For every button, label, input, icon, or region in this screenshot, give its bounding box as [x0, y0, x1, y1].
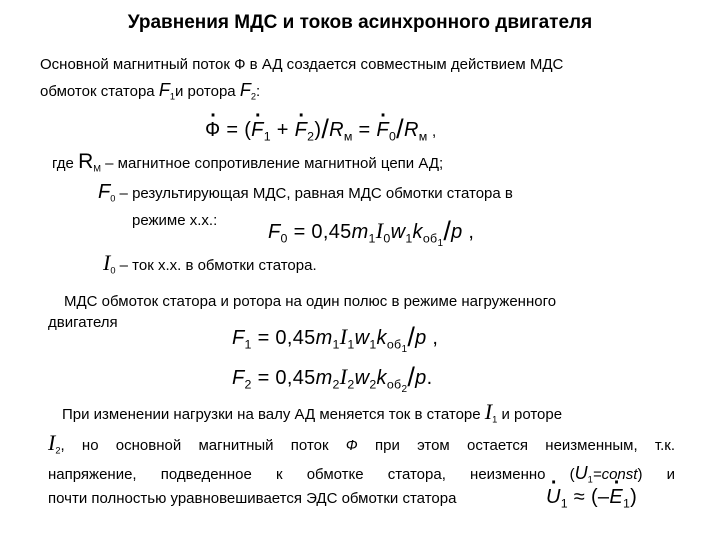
- formula-close: ): [314, 119, 322, 141]
- f1-subscript: 1: [169, 91, 175, 102]
- where-rm-text: – магнитное сопротивление магнитной цепи АД;: [100, 155, 444, 172]
- final-text-2b: при этом остается неизменным, т.к.: [357, 437, 675, 454]
- f3-p: p: [415, 327, 427, 349]
- f4-k: k: [376, 367, 387, 389]
- f3-lhs-sub: 1: [244, 337, 252, 352]
- f2-slash: /: [443, 216, 452, 246]
- f3-end: ,: [426, 327, 439, 349]
- i0-subscript: 0: [110, 265, 116, 276]
- f5-u: · U: [546, 486, 561, 509]
- f5-approx: ≈ (–: [567, 486, 610, 508]
- formula-f2-loaded: [232, 360, 432, 395]
- formula-f1: · F: [251, 119, 264, 142]
- f2-end: ,: [462, 221, 475, 243]
- formula-f0-noload: [268, 214, 474, 249]
- f2-w-sub: 1: [405, 231, 413, 246]
- f3-m-sub: 1: [332, 337, 340, 352]
- f2-i: I: [375, 218, 384, 243]
- f5-e-sub: 1: [622, 496, 631, 511]
- loaded-line-1: МДС обмоток статора и ротора на один полюс в режиме нагруженного: [64, 293, 557, 310]
- formula-flux: [205, 112, 436, 143]
- f3-w: w: [354, 327, 370, 349]
- where-i0: [103, 250, 317, 276]
- f2-k: k: [412, 221, 423, 243]
- i1-subscript: 1: [492, 414, 498, 425]
- f4-m: m: [315, 367, 333, 389]
- rm-subscript: М: [93, 163, 101, 174]
- loaded-line-2: двигателя: [48, 314, 118, 331]
- f2-k-sub: об: [422, 231, 438, 246]
- f2-eq: = 0,45: [287, 221, 352, 243]
- where-f0: [98, 181, 513, 204]
- intro-text-2d: и ротора: [175, 83, 240, 100]
- f5-close: ): [630, 486, 638, 508]
- formula-f2: · F: [295, 119, 308, 142]
- formula-f0-sub: 0: [388, 129, 397, 144]
- f4-p: p: [415, 367, 427, 389]
- final-text-1a: При изменении нагрузки на валу АД меняется ток в статоре: [62, 406, 485, 423]
- f2-i-sub: 0: [383, 231, 391, 246]
- formula-eq1: = (: [220, 119, 252, 141]
- f1-symbol: F: [158, 80, 170, 100]
- formula-f1-sub: 1: [263, 129, 271, 144]
- const-text: =const: [592, 466, 638, 483]
- f4-k-sub2: 2: [401, 384, 408, 395]
- formula-f1-loaded: [232, 320, 438, 355]
- where-f0-text: – результирующая МДС, равная МДС обмотки статора в: [115, 185, 513, 202]
- intro-text-2g: :: [255, 83, 261, 100]
- formula-balance: [546, 486, 637, 510]
- f2-w: w: [390, 221, 406, 243]
- f4-w: w: [354, 367, 370, 389]
- formula-r: R: [329, 119, 344, 141]
- intro-text-1: Основной магнитный поток Ф в АД создается совместным действием МДС: [40, 56, 564, 73]
- u1-symbol: U: [574, 463, 588, 483]
- final-text-3c: ) и: [637, 466, 675, 483]
- f4-k-sub: об: [386, 377, 402, 392]
- f4-end: .: [426, 367, 433, 389]
- f4-lhs: F: [232, 367, 245, 389]
- f4-i: I: [339, 364, 348, 389]
- final-text-1b: и роторе: [497, 406, 563, 423]
- i0-symbol: I: [103, 250, 111, 275]
- f3-k-sub2: 1: [401, 344, 408, 355]
- f0-symbol: F: [98, 181, 111, 203]
- final-text-3a: напряжение, подведенное к обмотке статора, неизменно (: [48, 466, 575, 483]
- formula-plus: +: [270, 119, 295, 141]
- f5-u-sub: 1: [560, 496, 568, 511]
- f2-lhs-sub: 0: [280, 231, 288, 246]
- f2-subscript: 2: [250, 91, 256, 102]
- intro-line-2: [40, 80, 260, 101]
- formula-slash-2: /: [396, 114, 404, 144]
- f2-m: m: [351, 221, 369, 243]
- f3-i: I: [339, 324, 348, 349]
- formula-f2-sub: 2: [307, 129, 315, 144]
- rm-symbol: R: [78, 150, 94, 173]
- f2-p: p: [451, 221, 463, 243]
- f3-eq: = 0,45: [251, 327, 316, 349]
- where-f0-line-2: режиме х.х.:: [132, 212, 218, 229]
- f0-subscript: 0: [110, 193, 116, 204]
- formula-eq2: =: [352, 119, 377, 141]
- f3-lhs: F: [232, 327, 245, 349]
- f4-i-sub: 2: [347, 377, 355, 392]
- f3-i-sub: 1: [347, 337, 355, 352]
- f3-slash: /: [407, 322, 416, 352]
- final-text-2a: , но основной магнитный поток: [60, 437, 346, 454]
- intro-line-1: [40, 56, 563, 73]
- final-line-3: [48, 463, 675, 484]
- final-line-2: [48, 430, 675, 456]
- formula-end: ,: [427, 123, 437, 140]
- u1-subscript: 1: [587, 474, 593, 485]
- final-line-1: [62, 399, 562, 425]
- f4-eq: = 0,45: [251, 367, 316, 389]
- f2-m-sub: 1: [368, 231, 376, 246]
- f2-symbol: F: [239, 80, 251, 100]
- f4-m-sub: 2: [332, 377, 340, 392]
- phi-symbol: Ф: [345, 437, 358, 454]
- page-title: Уравнения МДС и токов асинхронного двигателя: [127, 12, 593, 33]
- i2-subscript: 2: [55, 445, 61, 456]
- final-line-4: почти полностью уравновешивается ЭДС обмотки статора: [48, 490, 457, 507]
- f4-slash: /: [407, 362, 416, 392]
- where-rm-prefix: где: [52, 155, 79, 172]
- intro-text-2a: обмоток статора: [40, 83, 159, 100]
- f3-k: k: [376, 327, 387, 349]
- where-i0-text: – ток х.х. в обмотки статора.: [115, 257, 317, 274]
- f4-w-sub: 2: [369, 377, 377, 392]
- i2-symbol: I: [48, 430, 56, 455]
- f4-lhs-sub: 2: [244, 377, 252, 392]
- formula-slash: /: [321, 114, 330, 144]
- formula-r2: R: [403, 119, 419, 141]
- formula-f0: · F: [376, 119, 389, 142]
- where-rm: [52, 150, 443, 174]
- i1-symbol: I: [484, 399, 493, 424]
- f2-lhs: F: [268, 221, 281, 243]
- f3-m: m: [315, 327, 333, 349]
- formula-phi: · Ф: [205, 119, 221, 142]
- f3-w-sub: 1: [369, 337, 377, 352]
- f5-e: · E: [609, 486, 623, 509]
- formula-r-sub: м: [343, 129, 353, 144]
- formula-r2-sub: м: [418, 129, 428, 144]
- f3-k-sub: об: [386, 337, 402, 352]
- f2-k-sub2: 1: [437, 238, 444, 249]
